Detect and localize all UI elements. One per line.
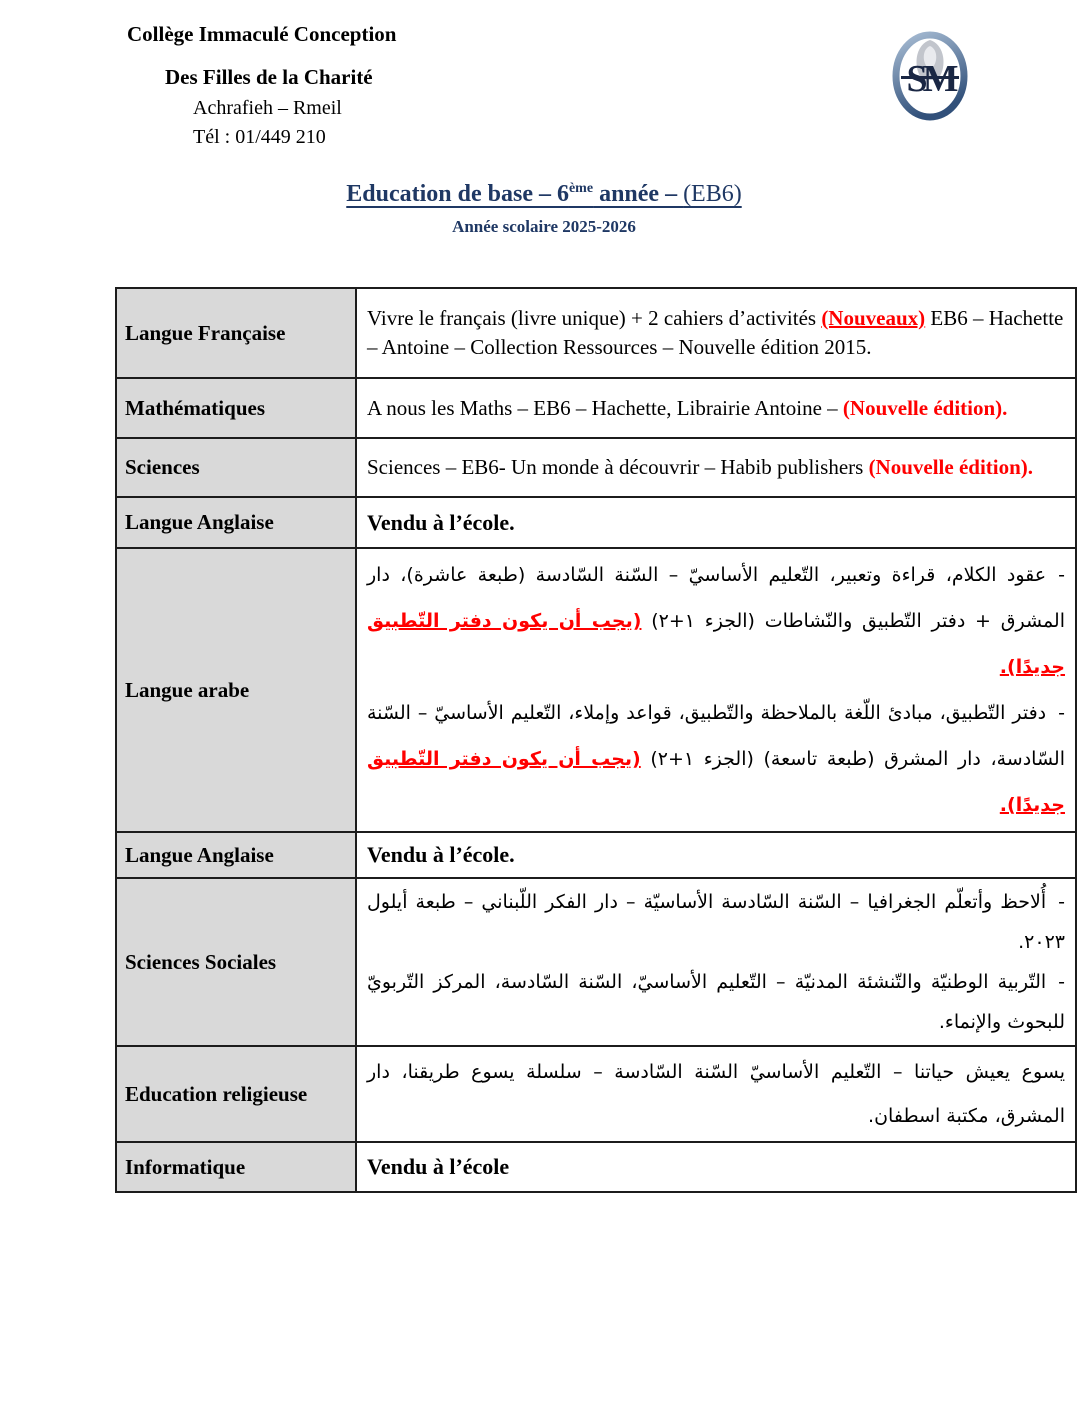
school-name-line2: Des Filles de la Charité xyxy=(165,65,373,89)
content-cell xyxy=(356,1046,1076,1142)
school-address: Achrafieh – Rmeil xyxy=(193,97,342,119)
french-paragraph xyxy=(367,1152,1065,1182)
bullet-dash: - xyxy=(1058,564,1065,586)
arabic-paragraph xyxy=(367,962,1065,1042)
text-run: Vendu à l’école. xyxy=(367,509,515,535)
bullet-dash: - xyxy=(1058,702,1065,724)
text-run: يسوع يعيش حياتنا – التّعليم الأساسيّ السّنة السّادسة – سلسلة يسوع طريقنا، دار المشرق، مكتبة اسطفان. xyxy=(367,1061,1065,1127)
text-run: دفتر التّطبيق، مبادئ اللّغة بالملاحظة والتّطبيق، قواعد وإملاء، التّعليم الأساسيّ – السّنة السّادسة، دار المشرق (طبعة تاسعة) (الجزء ١+٢) xyxy=(367,702,1065,770)
content-cell xyxy=(356,548,1076,832)
text-run: Vivre le français (livre unique) + 2 cahiers d’activités xyxy=(367,306,822,330)
school-name-line1: Collège Immaculé Conception xyxy=(127,22,397,46)
subject-cell: Education religieuse xyxy=(116,1046,356,1142)
text-run: A nous les Maths – EB6 – Hachette, Librairie Antoine – xyxy=(367,395,843,420)
content-cell xyxy=(356,288,1076,378)
title-superscript: ème xyxy=(568,181,594,196)
content-cell xyxy=(356,378,1076,438)
table-row xyxy=(116,878,1076,1046)
book-table-body xyxy=(116,288,1076,1192)
subject-cell: Langue Anglaise xyxy=(116,832,356,878)
text-run: التّربية الوطنيّة والتّنشئة المدنيّة – التّعليم الأساسيّ، السّنة السّادسة، المركز التّربويّ للبحوث والإنماء. xyxy=(367,971,1065,1033)
content-cell xyxy=(356,497,1076,548)
school-logo xyxy=(890,30,970,122)
table-row xyxy=(116,1046,1076,1142)
arabic-paragraph xyxy=(367,882,1065,962)
text-run: (يجب أن يكون دفتر التّطبيق جديدًا). xyxy=(367,748,1065,816)
subject-cell: Sciences xyxy=(116,438,356,497)
text-run: Vendu à l’école xyxy=(367,1154,510,1179)
text-run: (Nouvelle édition). xyxy=(868,455,1034,479)
table-row xyxy=(116,378,1076,438)
text-run: (Nouveaux) xyxy=(821,306,926,330)
subject-cell: Informatique xyxy=(116,1142,356,1192)
title-text-2: année – xyxy=(593,181,684,207)
subject-cell: Langue Française xyxy=(116,288,356,378)
text-run: (Nouvelle édition). xyxy=(842,395,1008,420)
school-phone: Tél : 01/449 210 xyxy=(193,126,326,148)
bullet-dash: - xyxy=(1058,891,1065,913)
text-run: (يجب أن يكون دفتر التّطبيق جديدًا). xyxy=(367,610,1065,678)
text-run: EB6 – Hachette – Antoine – Collection Ressources – Nouvelle édition 2015. xyxy=(367,306,1064,359)
text-run: Vendu à l’école. xyxy=(367,842,515,867)
arabic-paragraph xyxy=(367,690,1065,828)
school-header xyxy=(127,22,396,149)
title-block xyxy=(0,181,1088,237)
french-paragraph xyxy=(367,840,1065,870)
page-title xyxy=(346,181,741,208)
subject-cell: Langue arabe xyxy=(116,548,356,832)
table-row xyxy=(116,438,1076,497)
french-paragraph xyxy=(367,453,1065,482)
content-cell xyxy=(356,832,1076,878)
logo-monogram: SM xyxy=(906,58,954,100)
title-text: Education de base – 6 xyxy=(346,181,569,207)
content-cell xyxy=(356,438,1076,497)
table-row xyxy=(116,548,1076,832)
content-cell xyxy=(356,1142,1076,1192)
bullet-dash: - xyxy=(1058,971,1065,993)
subject-cell: Mathématiques xyxy=(116,378,356,438)
content-cell xyxy=(356,878,1076,1046)
french-paragraph xyxy=(367,508,1065,538)
arabic-paragraph xyxy=(367,552,1065,690)
french-paragraph xyxy=(367,394,1065,423)
table-row xyxy=(116,1142,1076,1192)
subject-cell: Langue Anglaise xyxy=(116,497,356,548)
table-row xyxy=(116,497,1076,548)
book-list-table xyxy=(115,287,1077,1193)
text-run: عقود الكلام، قراءة وتعبير، التّعليم الأساسيّ – السّنة السّادسة (طبعة عاشرة)، دار المشرق + دفتر التّطبيق والنّشاطات (الجزء ١+٢) xyxy=(367,564,1065,632)
subject-cell: Sciences Sociales xyxy=(116,878,356,1046)
text-run: أُلاحظ وأتعلّم الجغرافيا – السّنة السّادسة الأساسيّة – دار الفكر اللّبناني – طبعة أيلول ٢٠٢٣. xyxy=(367,891,1065,953)
text-run: Sciences – EB6- Un monde à découvrir – Habib publishers xyxy=(367,455,869,479)
table-row xyxy=(116,832,1076,878)
title-eb6: (EB6) xyxy=(683,181,742,207)
french-paragraph xyxy=(367,304,1065,362)
school-year-subtitle: Année scolaire 2025-2026 xyxy=(452,217,636,236)
table-row xyxy=(116,288,1076,378)
arabic-paragraph xyxy=(367,1050,1065,1138)
